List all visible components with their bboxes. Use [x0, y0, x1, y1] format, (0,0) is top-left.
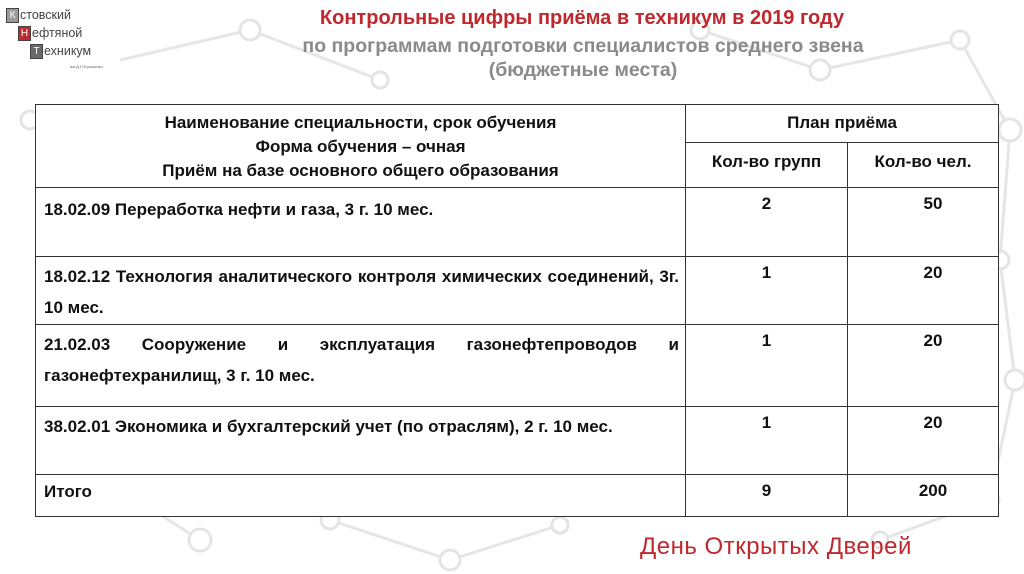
specialty-name: 21.02.03 Сооружение и эксплуатация газонефтепроводов и газонефтехранилищ, 3 г. 10 мес. [36, 325, 686, 407]
logo-line-3: Т ехникум [30, 44, 91, 59]
college-logo [6, 6, 126, 72]
header-specialty-line-2: Форма обучения – очная [255, 137, 466, 156]
logo-line-1: К стовский [6, 8, 71, 23]
total-groups: 9 [686, 475, 848, 517]
header-plan: План приёма [686, 105, 999, 143]
admission-plan-table [35, 104, 999, 517]
people-count: 20 [848, 257, 999, 325]
groups-count: 1 [686, 407, 848, 475]
groups-count: 2 [686, 188, 848, 257]
groups-count: 1 [686, 257, 848, 325]
total-label: Итого [36, 475, 686, 517]
page-title: Контрольные цифры приёма в техникум в 2019 году [319, 7, 845, 29]
table-row [36, 325, 999, 407]
logo-subtext: им.Д.Н.Ерошенко [70, 64, 103, 69]
open-day-banner: День Открытых Дверей [640, 533, 912, 560]
table-row [36, 188, 999, 257]
table-total-row [36, 475, 999, 517]
total-people: 200 [848, 475, 999, 517]
groups-count: 1 [686, 325, 848, 407]
header-specialty-line-1: Наименование специальности, срок обучения [164, 113, 557, 132]
logo-line-2: Н ефтяной [18, 26, 82, 41]
header-groups: Кол-во групп [686, 143, 848, 188]
people-count: 20 [848, 407, 999, 475]
people-count: 20 [848, 325, 999, 407]
table-header-row [36, 105, 999, 143]
table-row [36, 407, 999, 475]
specialty-name: 18.02.12 Технология аналитического контроля химических соединений, 3г. 10 мес. [36, 257, 686, 325]
specialty-name: 38.02.01 Экономика и бухгалтерский учет (по отраслям), 2 г. 10 мес. [36, 407, 686, 475]
people-count: 50 [848, 188, 999, 257]
subtitle-line-1: по программам подготовки специалистов среднего звена [302, 35, 864, 57]
specialty-name: 18.02.09 Переработка нефти и газа, 3 г. 10 мес. [36, 188, 686, 257]
header-people: Кол-во чел. [848, 143, 999, 188]
subtitle-line-2: (бюджетные места) [488, 59, 678, 81]
page-subtitle [240, 34, 926, 82]
table-row [36, 257, 999, 325]
header-specialty [36, 105, 686, 188]
header-specialty-line-3: Приём на базе основного общего образования [162, 161, 559, 180]
